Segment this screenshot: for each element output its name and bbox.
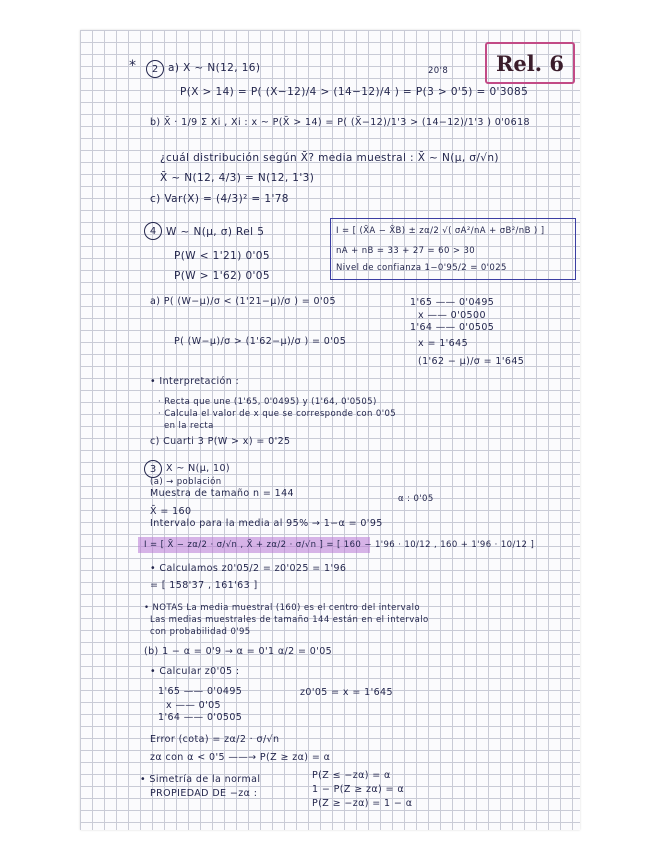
p3-line5: Intervalo para la media al 95% → 1−α = 0'95 — [150, 518, 383, 529]
p2-a-line2: P(X > 14) = P( (X−12)/4 > (14−12)/4 ) = P(3 > 0'5) = 0'3085 — [180, 86, 529, 98]
p3-line2: (a) → población — [150, 477, 222, 487]
p3-tb-row1: 1'65 —— 0'0495 — [158, 686, 243, 697]
p3-line6: • Calculamos z0'05/2 = z0'025 = 1'96 — [150, 563, 347, 574]
p3-notas-2: Las medias muestrales de tamaño 144 están en el intervalo — [150, 615, 429, 625]
p3-error-line: Error (cota) = zα/2 · σ/√n — [150, 734, 280, 745]
p4-c-line: c) Cuarti 3 P(W > x) = 0'25 — [150, 436, 291, 447]
p4-table-row3: 1'64 —— 0'0505 — [410, 322, 495, 333]
p3-sym-row3: P(Z ≥ −zα) = 1 − α — [312, 798, 413, 809]
problem-number-2: 2 — [146, 60, 164, 78]
p4-interp-l3: en la recta — [164, 421, 214, 431]
p4-box-line1: I = [ (X̄A − X̄B) ± zα/2 √( σA²/nA + σB²/nB ) ] — [336, 226, 545, 236]
p3-calc-title: • Calcular z0'05 : — [150, 666, 240, 677]
p3-formula: I = [ X̄ − zα/2 · σ/√n , X̄ + zα/2 · σ/√n ] = [ 160 − 1'96 · 10/12 , 160 + 1'96 · 10/12 ] — [144, 540, 535, 550]
p4-line1: W ~ N(μ, σ) Rel 5 — [166, 226, 265, 238]
p3-zalpha-line: zα con α < 0'5 ——→ P(Z ≥ zα) = α — [150, 752, 331, 763]
problem-number-4: 4 — [144, 222, 162, 240]
p3-alpha-note: α : 0'05 — [398, 494, 434, 504]
p2-year: 20'8 — [428, 66, 449, 76]
p3-tb-side: z0'05 = x = 1'645 — [300, 687, 393, 698]
p4-line2: P(W < 1'21) 0'05 — [174, 250, 270, 262]
graph-paper-sheet — [80, 30, 580, 830]
p4-a-line1: a) P( (W−μ)/σ < (1'21−μ)/σ ) = 0'05 — [150, 296, 336, 307]
asterisk-mark: * — [129, 58, 137, 74]
p3-notas-3: con probabilidad 0'95 — [150, 627, 251, 637]
p4-table-row5: (1'62 − μ)/σ = 1'645 — [418, 356, 525, 367]
problem-number-3: 3 — [144, 460, 162, 478]
p3-tb-row3: 1'64 —— 0'0505 — [158, 712, 243, 723]
p3-b-line: (b) 1 − α = 0'9 → α = 0'1 α/2 = 0'05 — [144, 646, 333, 657]
p3-symmetry-2: PROPIEDAD DE −zα : — [150, 788, 258, 799]
p4-table-row2: x —— 0'0500 — [418, 310, 486, 321]
p3-line4: X̄ = 160 — [150, 506, 192, 517]
p3-tb-row2: x —— 0'05 — [166, 700, 222, 711]
p2-b-line2: ¿cuál distribución según X̄? media muestral : X̄ ~ N(μ, σ/√n) — [160, 152, 499, 164]
p4-box-line2: nA + nB = 33 + 27 = 60 > 30 — [336, 246, 476, 256]
p4-line3: P(W > 1'62) 0'05 — [174, 270, 270, 282]
title-tag: Rel. 6 — [485, 42, 575, 84]
p3-line7: = [ 158'37 , 161'63 ] — [150, 580, 258, 591]
p3-line1: X ~ N(μ, 10) — [166, 463, 230, 474]
p3-sym-row1: P(Z ≤ −zα) = α — [312, 770, 391, 781]
p4-interp-l2: · Calcula el valor de x que se corresponde con 0'05 — [158, 409, 397, 419]
p2-c-line1: c) Var(X) = (4/3)² = 1'78 — [150, 193, 289, 205]
p2-b-line1: b) X̄ · 1/9 Σ Xi , Xi : x ~ P(X̄ > 14) = P( (X̄−12)/1'3 > (14−12)/1'3 ) 0'0618 — [150, 117, 530, 128]
p3-line3: Muestra de tamaño n = 144 — [150, 488, 295, 499]
p2-b-line3: X̄ ~ N(12, 4/3) = N(12, 1'3) — [160, 172, 315, 184]
p4-interp-title: • Interpretación : — [150, 376, 240, 387]
p3-symmetry-1: • Simetría de la normal — [140, 774, 261, 785]
p4-a-line2: P( (W−μ)/σ > (1'62−μ)/σ ) = 0'05 — [174, 336, 347, 347]
p4-table-row1: 1'65 —— 0'0495 — [410, 297, 495, 308]
p4-box-line3: Nivel de confianza 1−0'95/2 = 0'025 — [336, 263, 507, 273]
p3-notas-1: • NOTAS La media muestral (160) es el centro del intervalo — [144, 603, 420, 613]
p2-a-line1: a) X ~ N(12, 16) — [168, 62, 261, 74]
p3-sym-row2: 1 − P(Z ≥ zα) = α — [312, 784, 405, 795]
p4-interp-l1: · Recta que une (1'65, 0'0495) y (1'64, 0'0505) — [158, 397, 377, 407]
p4-table-row4: x = 1'645 — [418, 338, 469, 349]
